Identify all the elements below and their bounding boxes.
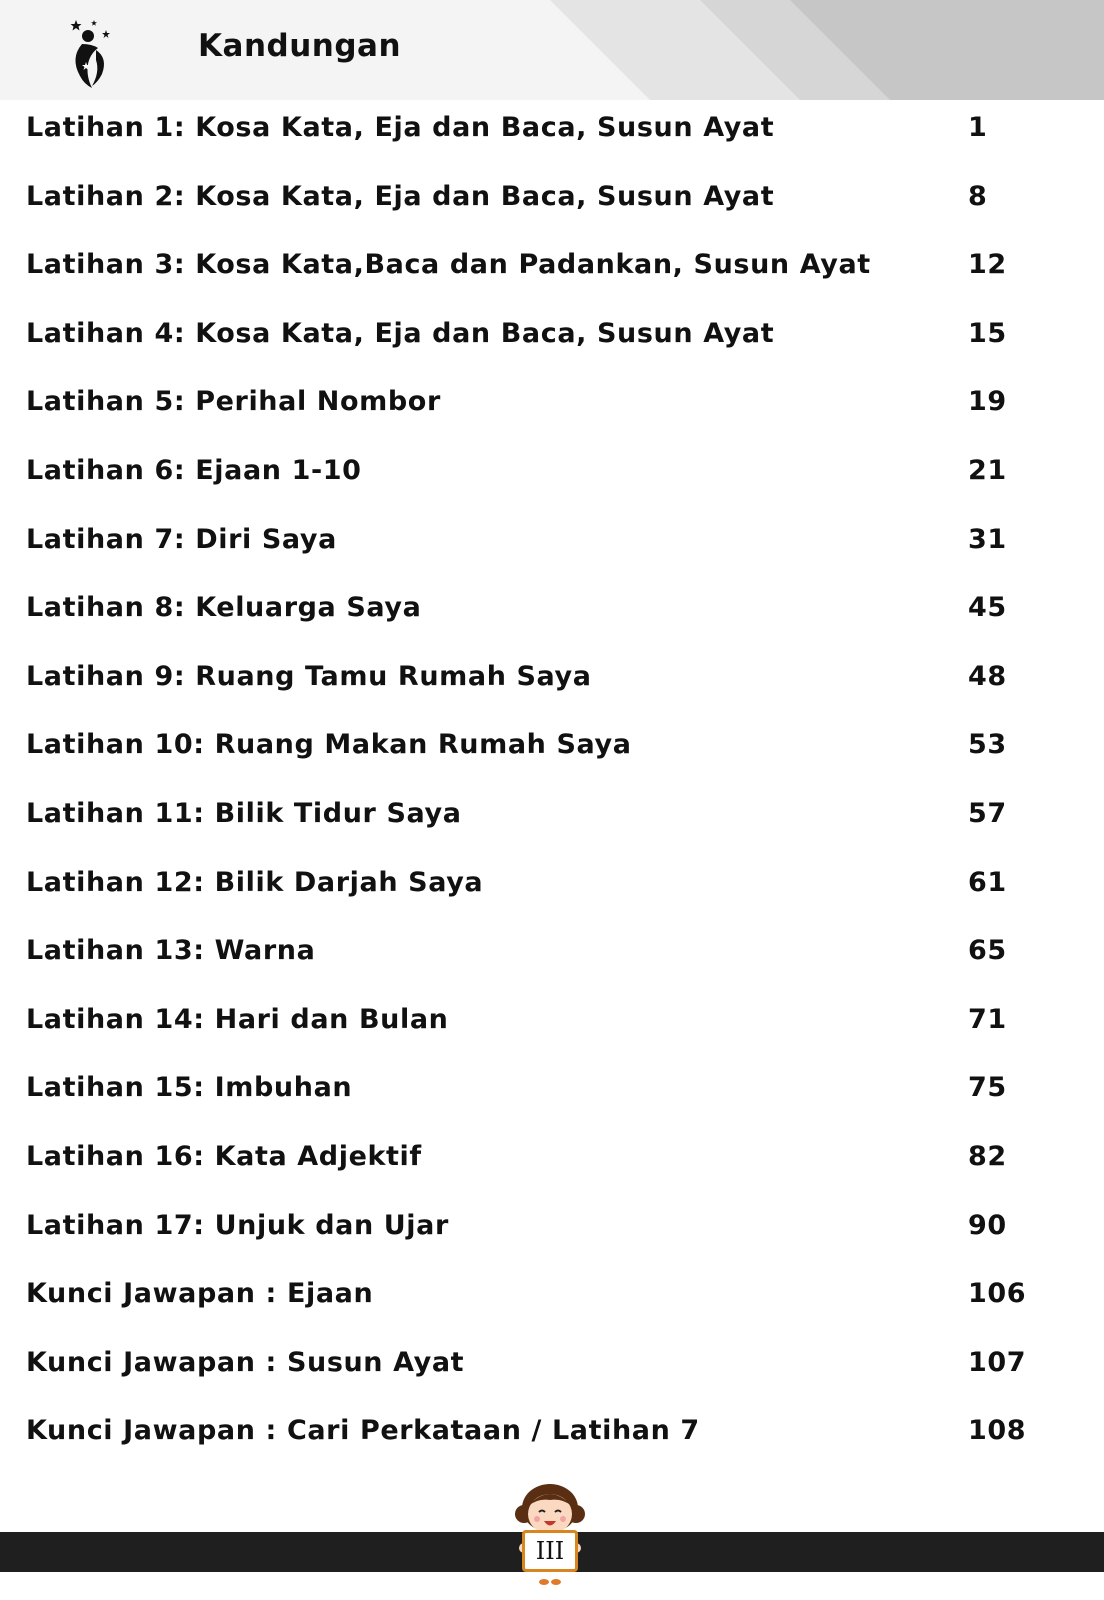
toc-entry-label: Latihan 11: Bilik Tidur Saya [26,797,462,829]
toc-entry-label: Latihan 2: Kosa Kata, Eja dan Baca, Susun Ayat [26,180,775,212]
header-stripes-decoration [0,0,1104,100]
toc-entry-label: Kunci Jawapan : Ejaan [26,1278,374,1310]
toc-row[interactable] [0,1202,1104,1271]
toc-entry-page: 108 [968,1415,1027,1447]
toc-entry-page: 12 [968,249,1007,281]
toc-entry-label: Kunci Jawapan : Susun Ayat [26,1346,465,1378]
toc-entry-page: 107 [968,1346,1027,1378]
toc-row[interactable] [0,1064,1104,1133]
toc-entry-page: 31 [968,523,1007,555]
toc-entry-label: Latihan 12: Bilik Darjah Saya [26,866,484,898]
toc-entry-page: 82 [968,1140,1007,1172]
toc-entry-label: Latihan 5: Perihal Nombor [26,386,441,418]
toc-entry-page: 19 [968,386,1007,418]
toc-entry-page: 53 [968,729,1007,761]
toc-entry-label: Latihan 8: Keluarga Saya [26,592,422,624]
toc-row[interactable] [0,1339,1104,1408]
toc-entry-page: 90 [968,1209,1007,1241]
toc-row[interactable] [0,173,1104,242]
toc-entry-page: 15 [968,317,1007,349]
toc-entry-page: 48 [968,660,1007,692]
toc-entry-label: Latihan 9: Ruang Tamu Rumah Saya [26,660,592,692]
toc-entry-label: Latihan 3: Kosa Kata,Baca dan Padankan, Susun Ayat [26,249,871,281]
toc-entry-label: Latihan 4: Kosa Kata, Eja dan Baca, Susun Ayat [26,317,775,349]
toc-entry-label: Latihan 10: Ruang Makan Rumah Saya [26,729,632,761]
toc-row[interactable] [0,859,1104,928]
toc-entry-label: Latihan 7: Diri Saya [26,523,337,555]
toc-row[interactable] [0,721,1104,790]
toc-row[interactable] [0,1270,1104,1339]
toc-row[interactable] [0,241,1104,310]
toc-entry-page: 57 [968,797,1007,829]
toc-entry-label: Latihan 6: Ejaan 1-10 [26,454,362,486]
toc-entry-label: Latihan 15: Imbuhan [26,1072,353,1104]
toc-entry-page: 71 [968,1003,1007,1035]
toc-row[interactable] [0,1407,1104,1476]
toc-entry-page: 21 [968,454,1007,486]
toc-entry-label: Latihan 1: Kosa Kata, Eja dan Baca, Susun Ayat [26,112,775,143]
toc-entry-page: 75 [968,1072,1007,1104]
toc-entry-page: 1 [968,112,988,143]
toc-row[interactable] [0,447,1104,516]
toc-entry-page: 8 [968,180,988,212]
toc-row[interactable] [0,1133,1104,1202]
stars-logo-icon [62,14,118,90]
page-number-sign: III [522,1530,578,1572]
toc-entry-page: 106 [968,1278,1027,1310]
toc-entry-label: Latihan 16: Kata Adjektif [26,1140,422,1172]
toc-entry-page: 61 [968,866,1007,898]
toc-row[interactable] [0,653,1104,722]
toc-row[interactable] [0,996,1104,1065]
toc-entry-label: Latihan 13: Warna [26,935,316,967]
toc-row[interactable] [0,516,1104,585]
table-of-contents [0,104,1104,1476]
toc-row[interactable] [0,378,1104,447]
toc-entry-page: 45 [968,592,1007,624]
header-banner [0,0,1104,100]
toc-row[interactable] [0,104,1104,173]
toc-entry-label: Latihan 17: Unjuk dan Ujar [26,1209,449,1241]
toc-entry-page: 65 [968,935,1007,967]
toc-entry-label: Kunci Jawapan : Cari Perkataan / Latihan 7 [26,1415,700,1447]
toc-row[interactable] [0,310,1104,379]
toc-entry-label: Latihan 14: Hari dan Bulan [26,1003,449,1035]
toc-row[interactable] [0,584,1104,653]
toc-row[interactable] [0,927,1104,996]
page-title: Kandungan [198,28,402,64]
toc-row[interactable] [0,790,1104,859]
